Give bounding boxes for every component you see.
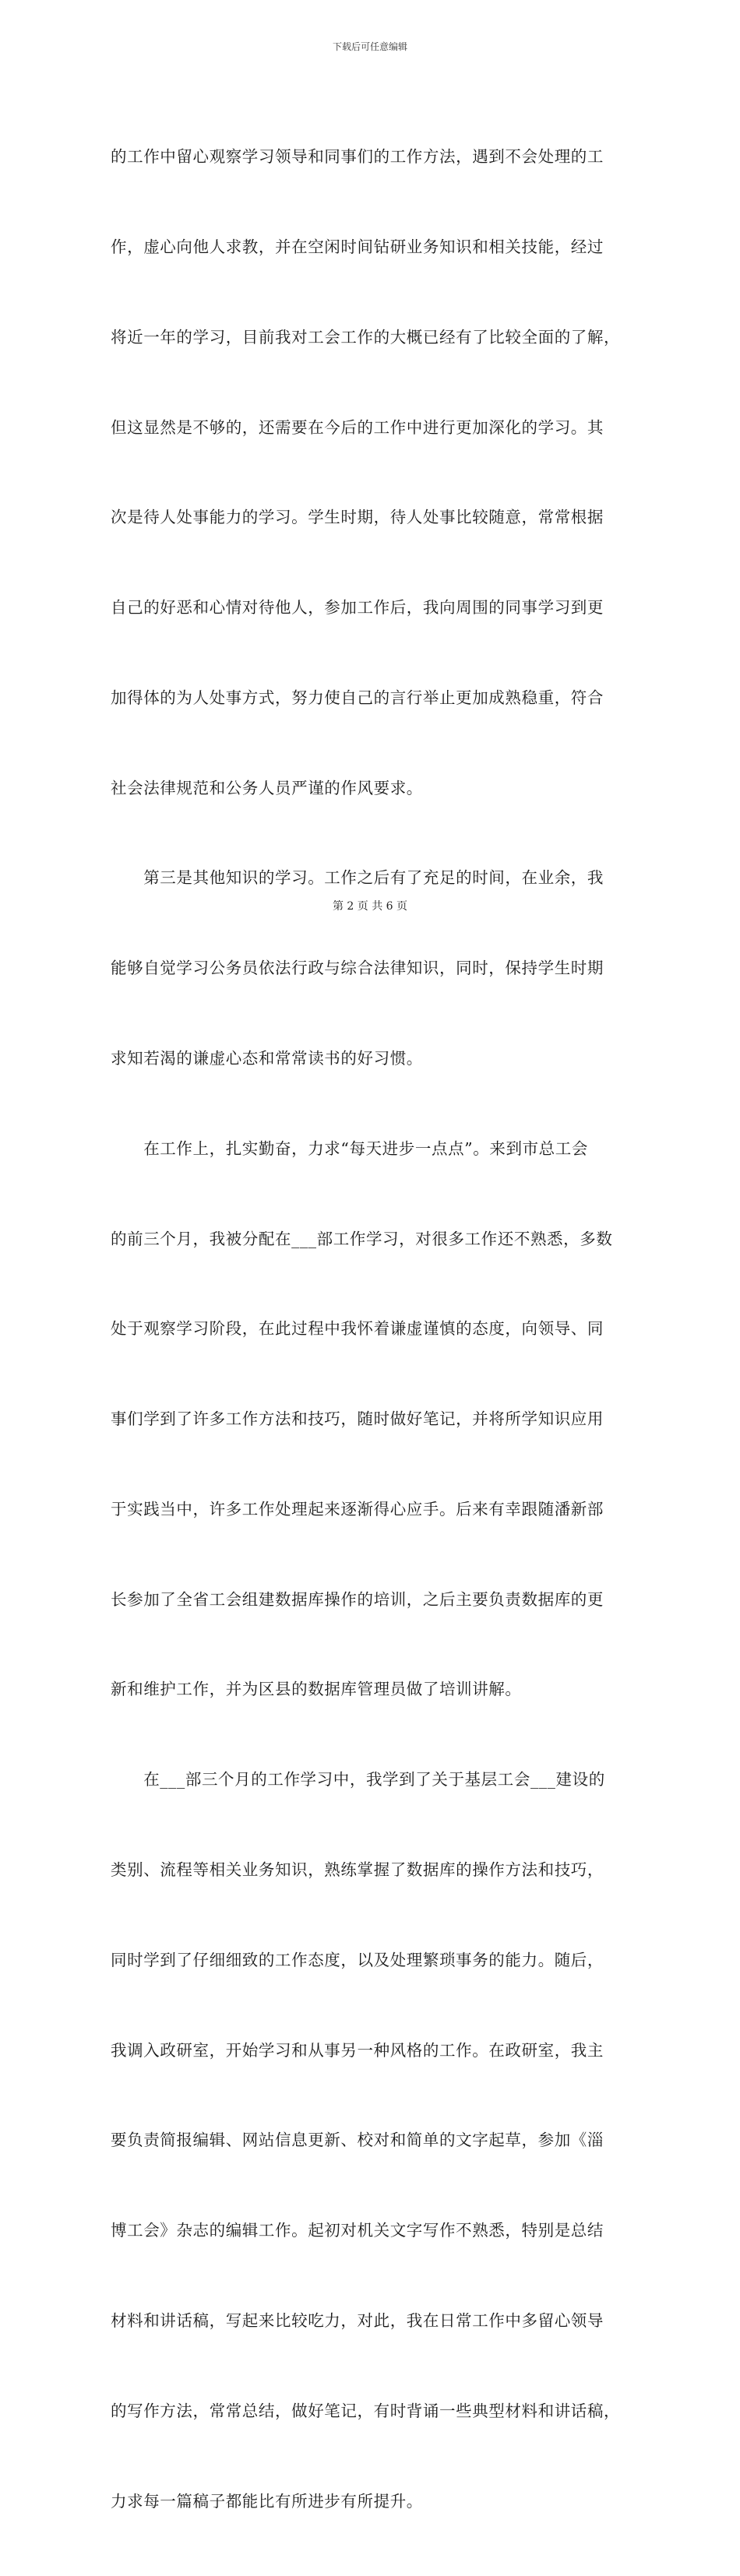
text-line: 在___部三个月的工作学习中，我学到了关于基层工会___建设的 [111, 1770, 605, 1789]
text-line: 材料和讲话稿，写起来比较吃力，对此，我在日常工作中多留心领导 [111, 2310, 604, 2330]
text-line: 的写作方法，常常总结，做好笔记，有时背诵一些典型材料和讲话稿， [111, 2401, 621, 2420]
text-line: 类别、流程等相关业务知识，熟练掌握了数据库的操作方法和技巧， [111, 1860, 604, 1880]
text-line: 我调入政研室，开始学习和从事另一种风格的工作。在政研室，我主 [111, 2040, 604, 2060]
text-line: 事们学到了许多工作方法和技巧，随时做好笔记，并将所学知识应用 [111, 1409, 604, 1429]
text-line: 博工会》杂志的编辑工作。起初对机关文字写作不熟悉，特别是总结 [111, 2221, 604, 2240]
text-line: 于实践当中，许多工作处理起来逐渐得心应手。后来有幸跟随潘新部 [111, 1499, 604, 1519]
text-line: 同时学到了仔细细致的工作态度，以及处理繁琐事务的能力。随后， [111, 1950, 604, 1969]
page-header: 下载后可任意编辑 [332, 41, 407, 52]
text-line: 加得体的为人处事方式，努力使自己的言行举止更加成熟稳重，符合 [111, 688, 604, 707]
text-line: 在工作上，扎实勤奋，力求“每天进步一点点”。来到市总工会 [111, 1138, 588, 1158]
text-line: 第三是其他知识的学习。工作之后有了充足的时间，在业余，我 [111, 868, 604, 888]
text-line: 能够自觉学习公务员依法行政与综合法律知识，同时，保持学生时期 [111, 959, 604, 978]
text-line: 力求每一篇稿子都能比有所进步有所提升。 [111, 2491, 423, 2511]
text-line: 的工作中留心观察学习领导和同事们的工作方法，遇到不会处理的工 [111, 147, 604, 167]
text-line: 将近一年的学习，目前我对工会工作的大概已经有了比较全面的了解， [111, 327, 621, 347]
text-line: 长参加了全省工会组建数据库操作的培训，之后主要负责数据库的更 [111, 1589, 604, 1609]
page-number: 第 2 页 共 6 页 [332, 900, 408, 913]
text-line: 处于观察学习阶段，在此过程中我怀着谦虚谨慎的态度，向领导、同 [111, 1319, 604, 1339]
text-line: 自己的好恶和心情对待他人，参加工作后，我向周围的同事学习到更 [111, 598, 604, 618]
document-body [111, 82, 625, 2576]
text-line: 求知若渴的谦虚心态和常常读书的好习惯。 [111, 1049, 423, 1068]
text-line: 次是待人处事能力的学习。学生时期，待人处事比较随意，常常根据 [111, 508, 604, 527]
text-line: 作，虚心向他人求教，并在空闲时间钻研业务知识和相关技能，经过 [111, 237, 604, 256]
text-line: 社会法律规范和公务人员严谨的作风要求。 [111, 778, 423, 797]
body-text [111, 82, 625, 2576]
text-line: 的前三个月，我被分配在___部工作学习，对很多工作还不熟悉，多数 [111, 1229, 613, 1248]
text-line: 新和维护工作，并为区县的数据库管理员做了培训讲解。 [111, 1680, 522, 1699]
text-line: 但这显然是不够的，还需要在今后的工作中进行更加深化的学习。其 [111, 417, 604, 437]
text-line: 要负责简报编辑、网站信息更新、校对和简单的文字起草，参加《淄 [111, 2131, 604, 2150]
